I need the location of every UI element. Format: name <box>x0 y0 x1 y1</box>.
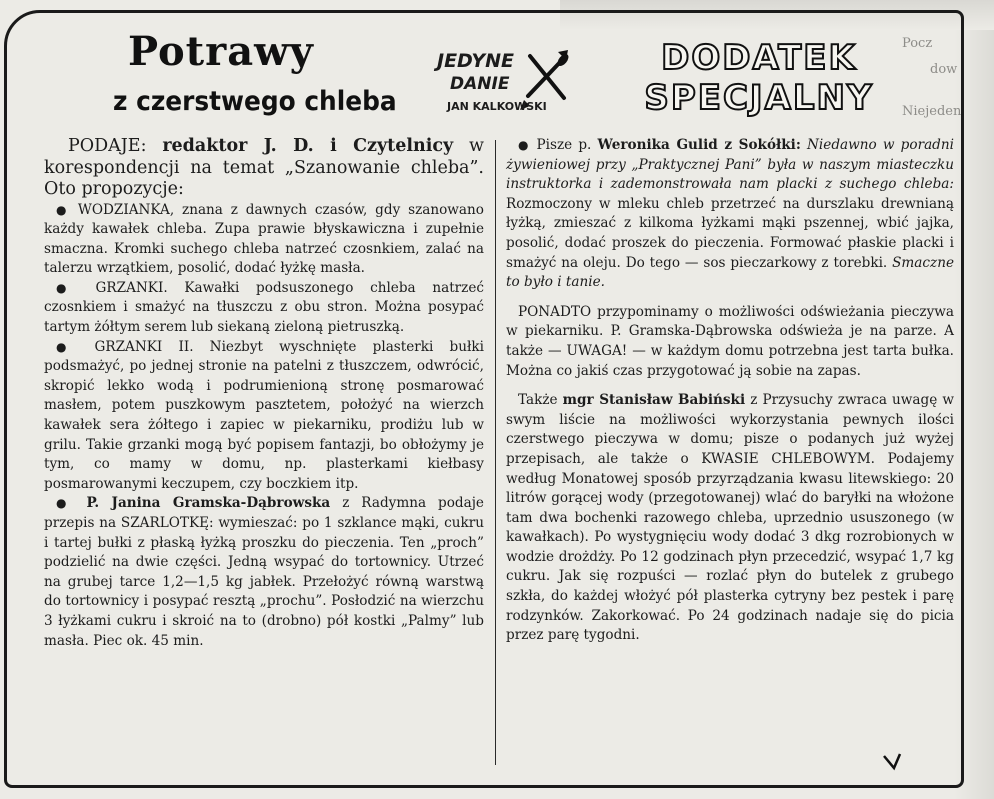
recipe-grzanki: ● GRZANKI. Kawałki podsuszonego chleba natrzeć czosnkiem i smażyć na tłuszczu z obu stron. Można posypać tartym żółtym serem lub siekaną zieloną pietruszką. <box>44 279 484 336</box>
special-line-2: SPECJALNY <box>644 78 874 118</box>
logo-author: JAN KALKOWSKI <box>447 100 547 113</box>
note-refresh-bread: PONADTO przypominamy o możliwości odświeżania pieczywa w piekarniku. P. Gramska-Dąbrowska odświeża je na parze. A także — UWAGA! — w każdym domu potrzebna jest tarta bułka. Można co jakiś czas przygotować ją sobie na zapas. <box>506 303 954 379</box>
bullet-icon: ● <box>56 339 79 354</box>
recipe-kwas-chlebowy: Także mgr Stanisław Babiński z Przysuchy zwraca uwagę w swym liście na możliwości wykorzystania pewnych ilości czerstwego pieczywa w domu; pisze o podanych już wyżej przepisach, ale także o KWASIE CHLEBOWYM. Podajemy według Monatowej sposób przyrządzania kwasu litewskiego: 20 litrów gorącej wody (przegotowanej) wlać do baryłki na włożone tam dwa bochenki razowego chleba, uprzednio ususzonego (w kawałkach). Po wystygnięciu wody dodać 3 dkg rozrobionych w wodzie drożdży. Po 12 godzinach płyn przecedzić, wsypać 1,7 kg cukru. Jak się rozpuści — rozlać płyn do butelek z grubego szkła, do każdej włożyć pół plasterka cytryny bez pestek i parę rodzynków. Zakorkować. Po 24 godzinach nadaje się do picia przez parę tygodni. <box>506 392 954 644</box>
left-column <box>44 136 484 651</box>
logo-text: JEDYNE <box>437 50 514 72</box>
bleed-text: Niejeden <box>902 104 962 119</box>
article-title: Potrawy <box>128 28 314 75</box>
bullet-icon: ● <box>518 138 531 152</box>
intro-paragraph: PODAJE: redaktor J. D. i Czytelnicy w korespondencji na temat „Szanowanie chleba”. Oto propozycje: <box>44 136 484 199</box>
recipe-szarlotka: ● P. Janina Gramska-Dąbrowska z Radymna podaje przepis na SZARLOTKĘ: wymieszać: po 1 szklance mąki, cukru i tartej bułki z płaską łyżką proszku do pieczenia. Ten „proch” podzielić na dwie części. Jedną wsypać do tortownicy. Utrzeć na grubej tarce 1,2—1,5 kg jabłek. Przełożyć równą warstwą do tortownicy i posypać resztą „prochu”. Posłodzić na wierzchu 3 łyżkami cukru i skroić na to (drobno) pół kostki „Palmy” lub masła. Piec ok. 45 min. <box>44 495 484 649</box>
bleed-text: dow <box>930 62 958 77</box>
bullet-icon: ● <box>56 202 71 217</box>
right-column <box>506 136 954 646</box>
special-supplement-badge <box>634 38 884 118</box>
recipe-wodzianka: ● WODZIANKA, znana z dawnych czasów, gdy szanowano każdy kawałek chleba. Zupa prawie błyskawiczna i zupełnie smaczna. Kromki suchego chleba natrzeć czosnkiem, zalać na talerzu wrzątkiem, posolić, dodać łyżkę masła. <box>44 201 484 277</box>
column-divider <box>495 140 496 765</box>
bleed-text: Pocz <box>902 36 933 51</box>
end-mark-icon <box>882 752 902 772</box>
logo-text: DANIE <box>450 74 510 94</box>
recipe-placki: ● Pisze p. Weronika Gulid z Sokółki: Niedawno w poradni żywieniowej przy „Praktycznej Pani” była w naszym miasteczku instruktorka i zademonstrowała nam placki z suchego chleba: Rozmoczony w mleku chleb przetrzeć na durszlaku drewnianą łyżką, zmieszać z kilkoma łyżkami mąki pszennej, wbić jajka, posolić, dodać proszek do pieczenia. Formować płaskie placki i smażyć na oleju. Do tego — sos pieczarkowy z torebki. Smaczne to było i tanie. <box>506 137 954 291</box>
intro-author: redaktor J. D. i Czytelnicy <box>162 136 454 156</box>
bullet-icon: ● <box>56 280 79 295</box>
article-header <box>0 0 994 140</box>
article-subtitle: z czerstwego chleba <box>113 86 397 117</box>
recipe-grzanki-2: ● GRZANKI II. Niezbyt wyschnięte plasterki bułki podsmażyć, po jednej stronie na patelni z tłuszczem, odwrócić, skropić lekko wodą i podrumienioną stronę posmarować masłem, potem puszkowym pasztetem, położyć na wierzch kawałek sera żółtego i zapiec w piekarniku, prodiżu lub w grilu. Takie grzanki mogą być popisem fantazji, bo obłożymy je tym, co mamy w domu, np. plasterkami kiełbasy posmarowanymi keczupem, czy boczkiem itp. <box>44 338 484 492</box>
special-line-1: DODATEK <box>661 38 857 78</box>
bullet-icon: ● <box>56 496 75 511</box>
